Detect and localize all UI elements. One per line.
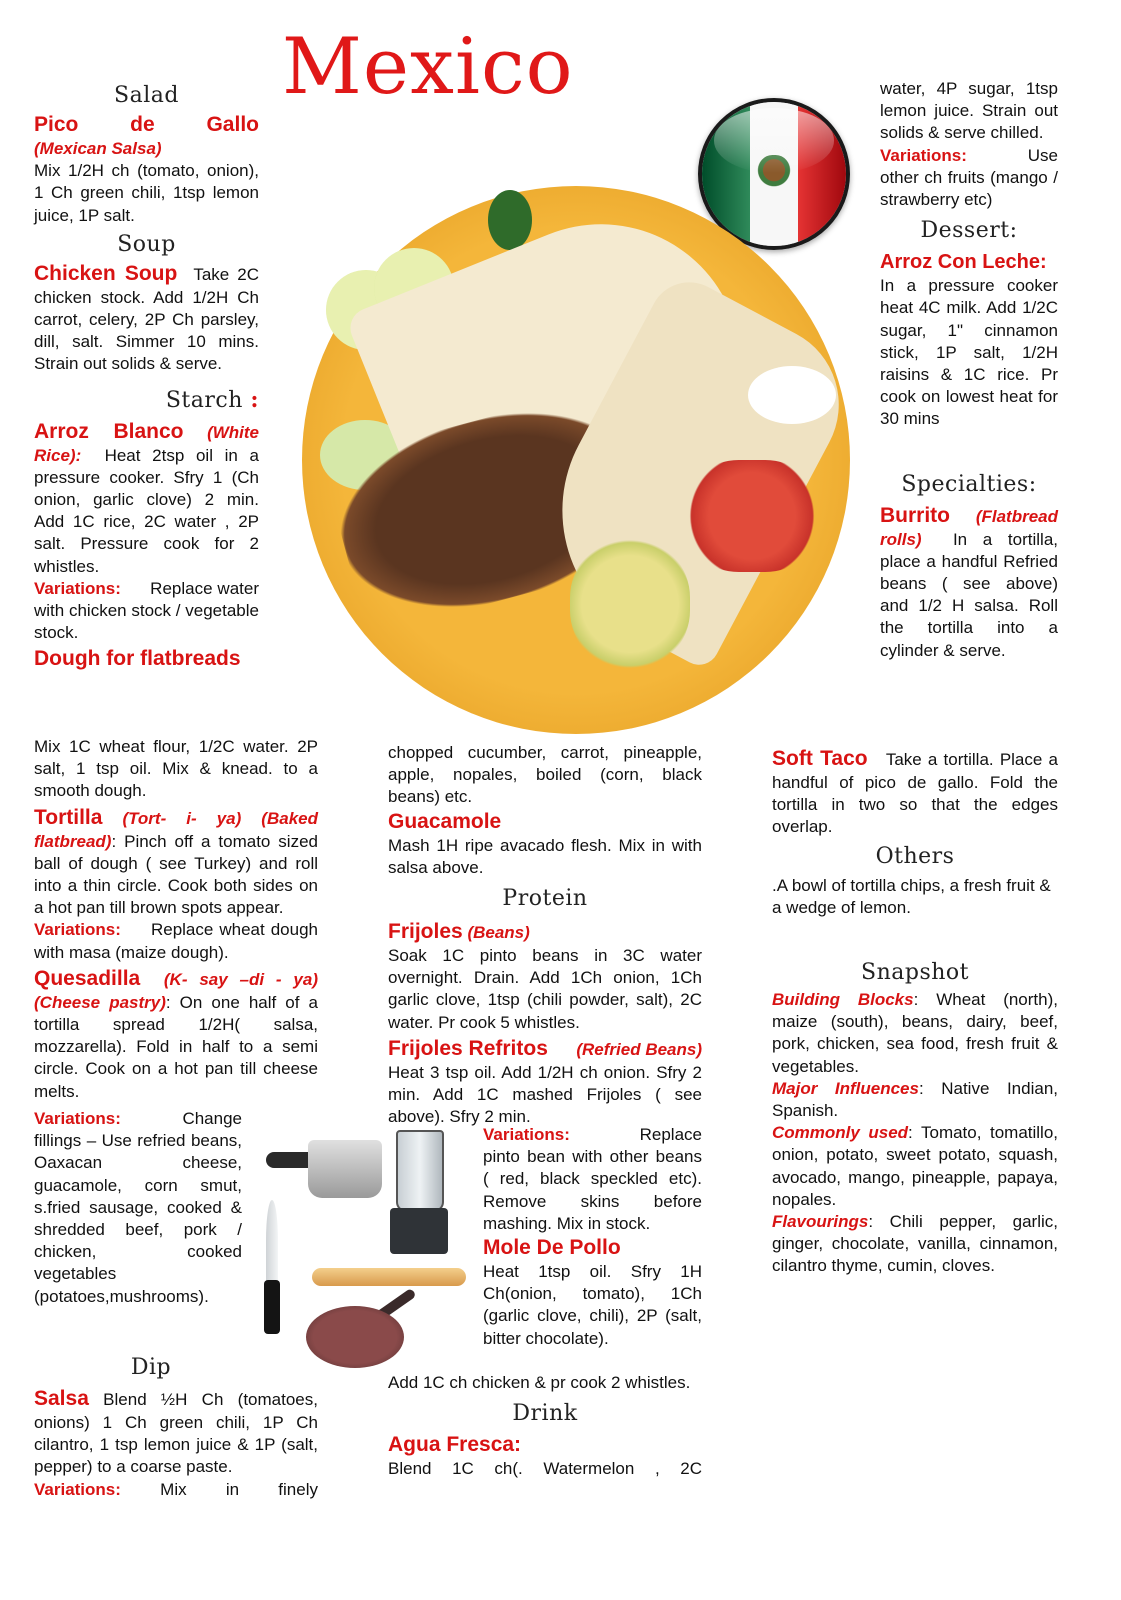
knife-icon	[264, 1200, 280, 1334]
section-heading-others: Others	[875, 843, 955, 869]
recipe-arroz-blanco: Arroz Blanco (White Rice): Heat 2tsp oil in a pressure cooker. Sfry 1 (Ch onion, garlic clove) 2 min. Add 1C rice, 2C water , 2P salt. Pressure cook for 2 whistles.	[34, 419, 259, 576]
section-heading-salad: Salad	[114, 83, 179, 108]
recipe-title-dough: Dough for flatbreads	[34, 647, 241, 671]
right-column-wide	[772, 746, 1058, 1278]
recipe-title-agua-fresca: Agua Fresca:	[388, 1433, 522, 1457]
recipe-chicken-soup	[34, 261, 259, 376]
rolling-pin-icon	[312, 1268, 466, 1286]
recipe-refritos: Frijoles Refritos (Refried Beans) Heat 3 tsp oil. Add 1/2H ch onion. Sfry 2 min. Add 1C mashed Frijoles ( see above). Sfry 2 min.	[388, 1036, 703, 1127]
recipe-title-pico-de-gallo: Pico de Gallo	[34, 113, 259, 136]
recipe-body: Mix 1/2H ch (tomato, onion), 1 Ch green chili, 1tsp lemon juice, 1P salt.	[34, 161, 259, 225]
middle-column-beside-tools	[483, 1124, 702, 1350]
left-column-dip	[34, 1350, 318, 1501]
section-heading-drink: Drink	[512, 1401, 578, 1427]
recipe-frijoles-title: Frijoles (Beans)	[388, 920, 530, 944]
recipe-title-salsa: Salsa	[34, 1387, 89, 1410]
section-heading-protein: Protein	[502, 886, 588, 912]
recipe-title-arroz-blanco: Arroz Blanco	[34, 419, 184, 443]
recipe-body-arroz-con-leche: In a pressure cooker heat 4C milk. Add 1/2C sugar, 1" cinnamon stick, 1P salt, 1/2H raisins & 1C rice. Pr cook on lowest heat for 30 mins	[880, 276, 1058, 429]
agua-fresca-continued: water, 4P sugar, 1tsp lemon juice. Strain out solids & serve chilled.	[880, 79, 1058, 143]
recipe-title-quesadilla: Quesadilla	[34, 966, 141, 990]
variations-quesadilla: Variations: Change fillings – Use refried beans, Oaxacan cheese, guacamole, corn smut, s.fried sausage, cooked & shredded beef, pork / chicken, cooked vegetables (potatoes,mushrooms).	[34, 1109, 242, 1306]
left-column-top	[34, 78, 259, 672]
pan-icon	[306, 1306, 404, 1368]
right-column-top	[880, 78, 1058, 662]
variations-tortilla: Variations: Replace wheat dough with masa (maize dough).	[34, 920, 318, 962]
snapshot-item: Major Influences: Native Indian, Spanish.	[772, 1078, 1059, 1121]
recipe-title-burrito: Burrito	[880, 503, 950, 527]
variations-arroz: Variations: Replace water with chicken stock / vegetable stock.	[34, 578, 259, 643]
guacamole-image	[570, 540, 690, 668]
snapshot-item: Building Blocks: Wheat (north), maize (south), beans, dairy, beef, pork, chicken, sea food, fresh fruit & vegetables.	[772, 990, 1058, 1076]
sour-cream-image	[748, 366, 836, 424]
variations-refritos: Variations: Replace pinto bean with other beans ( red, black speckled etc). Remove skins before mashing. Mix in stock.	[483, 1125, 702, 1233]
salsa-image	[686, 460, 818, 572]
recipe-title-frijoles: Frijoles	[388, 920, 463, 944]
page-title: Mexico	[282, 22, 574, 112]
recipe-subtitle: (Mexican Salsa)	[34, 139, 162, 158]
middle-column-bottom	[388, 1372, 702, 1480]
recipe-soft-taco: Soft Taco Take a tortilla. Place a handful of pico de gallo. Fold the tortilla in two so that the edges overlap.	[772, 747, 1058, 837]
recipe-salsa: Salsa Blend ½H Ch (tomatoes, onions) 1 Ch green chili, 1P Ch cilantro, 1 tsp lemon juice & 1P (salt, pepper) to a coarse paste.	[34, 1387, 318, 1477]
section-heading-snapshot: Snapshot	[861, 960, 969, 986]
left-column-variations-quesadilla	[34, 1108, 242, 1308]
recipe-body-mole-2: Add 1C ch chicken & pr cook 2 whistles.	[388, 1373, 691, 1392]
recipe-body-agua-fresca: Blend 1C ch(. Watermelon , 2C	[388, 1459, 702, 1479]
recipe-tortilla: Tortilla (Tort- i- ya) (Baked flatbread): Pinch off a tomato sized ball of dough ( see Turkey) and roll into a thin circle. Cook both sides on a hot pan till brown spots appear.	[34, 805, 318, 918]
recipe-body: Take 2C chicken stock. Add 1/2H Ch carrot, celery, 2P Ch parsley, dill, salt. Simmer 10 mins. Strain out solids & serve.	[34, 264, 259, 374]
variations-salsa: Variations: Mix in finely	[34, 1479, 318, 1499]
section-heading-dessert: Dessert:	[920, 218, 1018, 244]
recipe-burrito: Burrito (Flatbread rolls) In a tortilla, place a handful Refried beans ( see above) and 1/2 H salsa. Roll the tortilla into a cylinder & serve.	[880, 503, 1059, 660]
recipe-title-mole: Mole De Pollo	[483, 1236, 621, 1260]
salsa-variations-continued: chopped cucumber, carrot, pineapple, apple, nopales, boiled (corn, black beans) etc.	[388, 743, 702, 807]
recipe-title-soft-taco: Soft Taco	[772, 747, 868, 770]
variations-agua-fresca: Variations: Use other ch fruits (mango / strawberry etc)	[880, 145, 1058, 210]
section-heading-soup: Soup	[117, 231, 176, 257]
others-body: .A bowl of tortilla chips, a fresh fruit & a wedge of lemon.	[772, 875, 1051, 917]
recipe-title-tortilla: Tortilla	[34, 805, 103, 829]
recipe-body-dough: Mix 1C wheat flour, 1/2C water. 2P salt, 1 tsp oil. Mix & knead. to a smooth dough.	[34, 737, 318, 801]
section-heading-starch: Starch :	[165, 386, 259, 413]
section-heading-dip: Dip	[130, 1355, 172, 1380]
left-column-wide	[34, 736, 318, 1103]
recipe-title-guacamole: Guacamole	[388, 809, 502, 833]
snapshot-item: Commonly used: Tomato, tomatillo, onion, potato, sweet potato, squash, avocado, mango, pineapple, papaya, nopales.	[772, 1123, 1058, 1209]
recipe-quesadilla: Quesadilla (K- say –di - ya) (Cheese pastry): On one half of a tortilla spread 1/2H( salsa, mozzarella). Fold in half to a semi circle. Cook on a hot pan till cheese melts.	[34, 966, 318, 1101]
recipe-body-guacamole: Mash 1H ripe avacado flesh. Mix in with salsa above.	[388, 835, 702, 877]
recipe-title-refritos: Frijoles Refritos	[388, 1036, 548, 1060]
recipe-body-frijoles: Soak 1C pinto beans in 3C water overnight. Drain. Add 1Ch onion, 1Ch garlic clove, 1tsp (chili powder, salt), 2C water. Pr cook 5 whistles.	[388, 946, 702, 1032]
blender-icon	[390, 1130, 448, 1254]
recipe-title-chicken-soup: Chicken Soup	[34, 261, 178, 285]
snapshot-item: Flavourings: Chili pepper, garlic, ginger, chocolate, vanilla, cinnamon, cilantro thyme, cumin, cloves.	[772, 1212, 1058, 1276]
middle-column	[388, 742, 702, 1128]
pressure-cooker-icon	[308, 1140, 382, 1198]
section-heading-specialties: Specialties:	[901, 471, 1037, 497]
cilantro-image	[488, 190, 532, 250]
recipe-body-mole: Heat 1tsp oil. Sfry 1H Ch(onion, tomato), 1Ch (garlic clove, chili), 2P (salt, bitter chocolate).	[483, 1262, 702, 1348]
recipe-title-arroz-con-leche: Arroz Con Leche:	[880, 251, 1047, 274]
